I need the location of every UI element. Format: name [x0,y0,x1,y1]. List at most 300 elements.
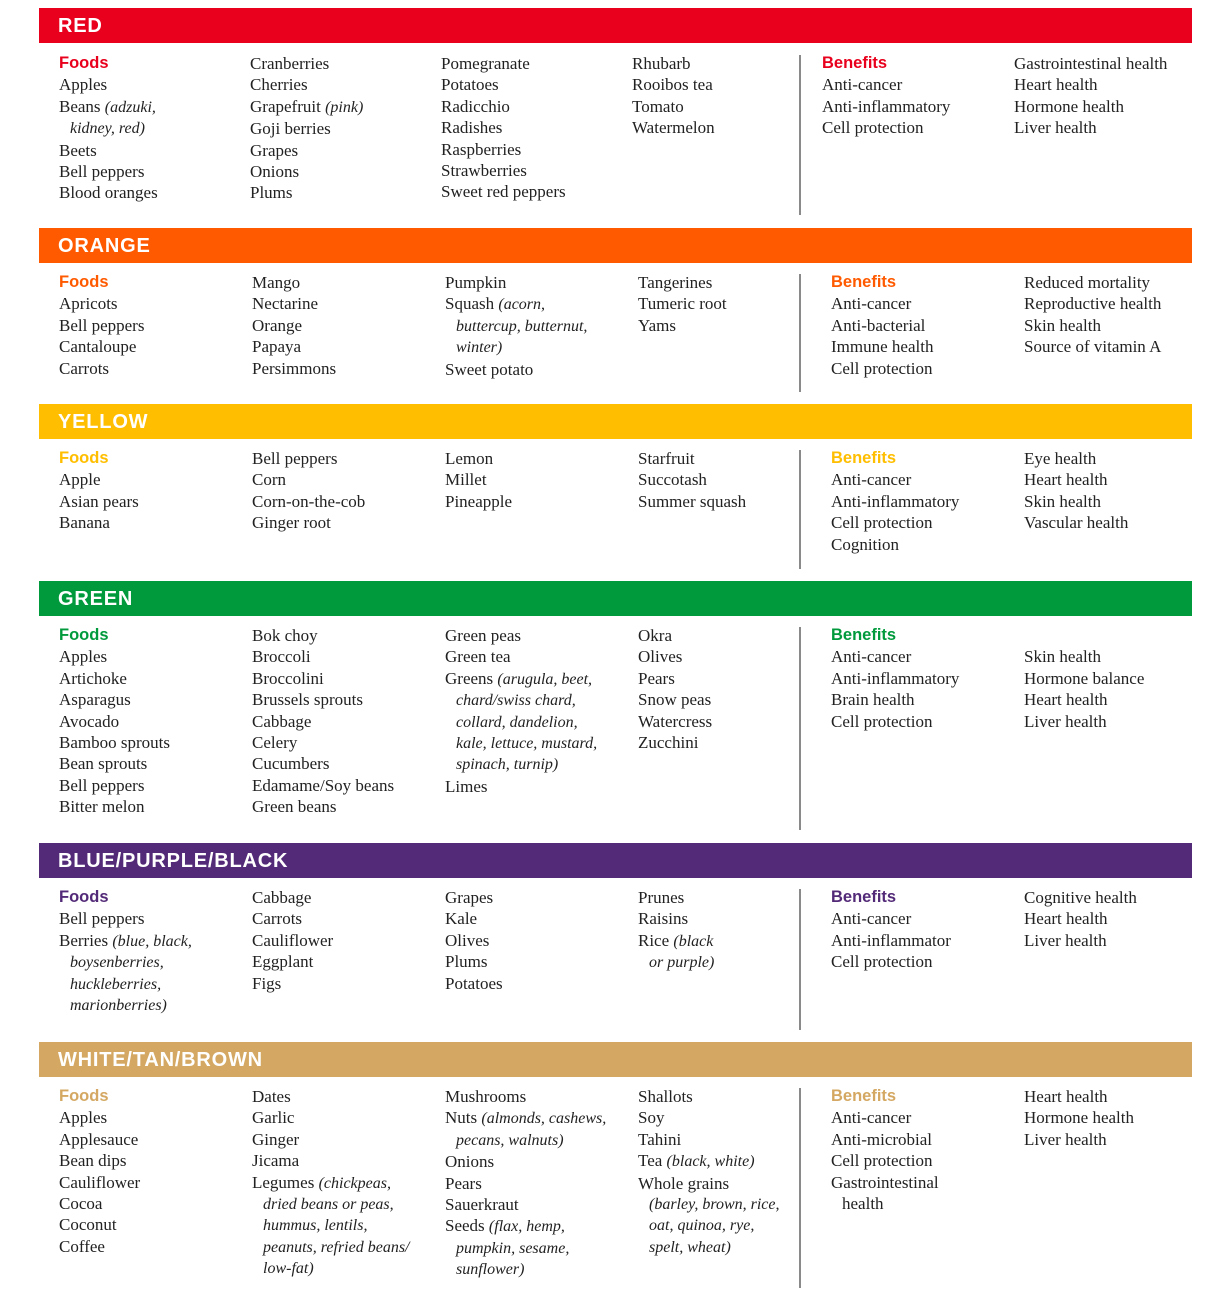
list-item [59,1150,140,1171]
list-item [1024,315,1161,336]
item-name: Cauliflower [59,1172,141,1192]
item-name: Olives [445,930,490,950]
list-item [59,74,158,95]
item-name: Carrots [59,358,110,378]
list-item [252,887,333,908]
item-name: Seeds [445,1216,489,1236]
list-item [252,448,365,469]
item-note-continued: buttercup, butternut, [456,317,588,335]
section-title: WHITE/TAN/BROWN [39,1042,1192,1077]
item-name: Jicama [252,1151,300,1171]
list-item [632,117,715,138]
list-item [252,469,365,490]
item-name: Anti-cancer [831,294,912,314]
item-name: Anti-cancer [831,647,912,667]
item-name: Rooibos tea [632,75,713,95]
list-item [441,53,566,74]
item-name: Raisins [638,909,689,929]
item-name: Sweet potato [445,359,534,379]
item-name: Bell peppers [59,162,145,182]
list-item [59,512,139,533]
list-item [59,1107,140,1128]
item-note-continued: dried beans or peas, [263,1196,394,1214]
item-name: Soy [638,1108,665,1128]
list-item [59,908,192,929]
item-name: Beets [59,140,97,160]
list-item [252,491,365,512]
list-item [59,358,144,379]
item-note-continued: (barley, brown, rice, [649,1196,780,1214]
foods-column [638,625,712,753]
list-item [252,668,394,689]
item-name: Bamboo sprouts [59,733,170,753]
item-name: Cucumbers [252,754,330,774]
item-name: Reduced mortality [1024,273,1151,292]
item-note: (adzuki, [104,98,156,116]
list-item [822,74,950,95]
foods-heading: Foods [59,54,109,72]
item-name: Goji berries [250,119,331,139]
item-name: Pears [445,1173,482,1193]
list-item [831,908,951,929]
item-name: Zucchini [638,733,699,753]
item-name: Cocoa [59,1194,103,1214]
list-item [638,272,727,293]
list-item [1024,336,1161,357]
section-title: ORANGE [39,228,1192,263]
item-name: Tumeric root [638,294,727,314]
benefits-heading: Benefits [831,1087,897,1105]
item-note-continued: chard/swiss chard, [456,692,576,710]
benefits-column [1024,887,1137,951]
item-name: Cabbage [252,888,312,907]
item-name: Bell peppers [59,909,145,929]
item-name: Pumpkin [445,273,507,292]
list-item [1024,711,1144,732]
item-note: (pink) [325,98,364,116]
item-note-continued: pecans, walnuts) [456,1131,564,1149]
foods-column [59,53,158,204]
item-name: Bean sprouts [59,754,148,774]
benefits-column [1024,1086,1134,1150]
foods-column [59,448,139,534]
list-item [1024,908,1137,929]
list-item [445,1151,606,1172]
item-name: Avocado [59,711,120,731]
list-item [831,951,951,972]
list-item [252,1172,410,1194]
item-note-continued: spelt, wheat) [649,1238,731,1256]
item-name: Succotash [638,470,707,490]
item-name: Grapes [445,888,494,907]
list-item [59,293,144,314]
foods-heading: Foods [59,626,109,644]
item-note-continued: marionberries) [70,997,167,1015]
foods-column [445,1086,606,1281]
list-item [632,53,715,74]
benefits-heading: Benefits [831,888,897,906]
item-name: Bell peppers [59,775,145,795]
list-item [252,646,394,667]
item-name: Sweet red peppers [441,182,566,202]
list-item [638,887,714,908]
item-name: Reproductive health [1024,294,1162,314]
item-name: Carrots [252,909,303,929]
list-item [1024,930,1137,951]
item-name: Cognitive health [1024,888,1137,907]
list-item [445,1086,606,1107]
item-name: Corn [252,470,286,490]
item-name: Pomegranate [441,54,530,73]
list-item [445,448,512,469]
item-name: Apricots [59,294,118,314]
foods-column [638,448,746,512]
list-item [445,646,597,667]
item-name: Tangerines [638,273,713,292]
item-name: Bean dips [59,1151,127,1171]
list-item [831,512,959,533]
item-name: Hormone health [1014,96,1124,116]
list-item [59,689,170,710]
item-note: (black [673,932,714,950]
item-name: Heart health [1024,909,1108,929]
list-item [638,930,714,952]
list-item [252,732,394,753]
foods-column [59,887,192,1016]
foods-column [252,448,365,534]
item-name: Heart health [1024,690,1108,710]
item-name: Vascular health [1024,513,1129,533]
item-name: Squash [445,294,499,314]
foods-column [250,53,363,204]
list-item [441,181,566,202]
item-name: Anti-cancer [831,1108,912,1128]
item-note-continued: oat, quinoa, rye, [649,1217,755,1235]
list-item [1024,1107,1134,1128]
item-name: Liver health [1024,930,1107,950]
item-name: Orange [252,315,303,335]
list-item [250,53,363,74]
item-note-continued: spinach, turnip) [456,756,559,774]
item-name: Radicchio [441,96,510,116]
list-item [638,908,714,929]
list-item [638,732,712,753]
item-note-continued: low-fat) [263,1260,314,1278]
column-divider [799,274,801,392]
foods-heading: Foods [59,273,109,291]
item-name: Garlic [252,1108,295,1128]
list-item [59,1193,140,1214]
list-item [1024,646,1144,667]
item-name: Pears [638,668,675,688]
benefits-heading: Benefits [831,626,897,644]
item-name: Mushrooms [445,1087,527,1106]
list-item [252,1150,410,1171]
item-note-continued: hummus, lentils, [263,1217,368,1235]
list-item [441,139,566,160]
item-name: Edamame/Soy beans [252,775,395,795]
list-item [59,711,170,732]
foods-heading: Foods [59,449,109,467]
item-name: Cell protection [831,358,933,378]
list-item [250,140,363,161]
list-item [638,293,727,314]
item-name: Okra [638,626,672,645]
item-continued: health [842,1194,884,1214]
item-note-continued: kale, lettuce, mustard, [456,735,598,753]
item-name: Anti-microbial [831,1129,933,1149]
item-name: Cell protection [822,118,924,138]
benefits-column [831,272,933,379]
list-item [638,315,727,336]
list-item [59,140,158,161]
list-item [632,74,715,95]
benefits-column [831,887,951,973]
item-name: Beans [59,96,105,116]
list-item [445,469,512,490]
section-title: GREEN [39,581,1192,616]
list-item [252,293,336,314]
list-item [1014,117,1167,138]
item-name: Onions [445,1152,495,1172]
item-name: Strawberries [441,161,527,181]
benefits-column [1024,646,1144,732]
item-name: Hormone health [1024,1108,1134,1128]
list-item [59,732,170,753]
item-name: Summer squash [638,491,747,511]
list-item [252,753,394,774]
list-item [1014,96,1167,117]
item-name: Apple [59,470,101,490]
item-note-continued: sunflower) [456,1261,525,1279]
item-name: Anti-inflammatory [831,491,960,511]
item-name: Eggplant [252,952,314,972]
column-divider [799,450,801,569]
list-item [59,753,170,774]
list-item [1024,512,1128,533]
column-divider [799,55,801,215]
item-name: Tea [638,1151,667,1171]
item-name: Yams [638,315,676,335]
item-name: Cherries [250,75,308,95]
item-name: Bell peppers [252,449,338,468]
item-name: Ginger root [252,513,331,533]
item-name: Grapefruit [250,96,326,116]
item-name: Starfruit [638,449,695,468]
item-name: Liver health [1024,1129,1107,1149]
list-item [441,96,566,117]
item-name: Cell protection [831,711,933,731]
list-item [252,1107,410,1128]
item-name: Hormone balance [1024,668,1145,688]
list-item [638,1107,780,1128]
item-name: Liver health [1024,711,1107,731]
benefits-column [1024,448,1128,534]
item-note: (black, white) [666,1153,755,1171]
benefits-column [1014,53,1167,139]
list-item [252,315,336,336]
item-name: Gastrointestinal [831,1172,939,1192]
item-note-continued: kidney, red) [70,120,145,138]
item-name: Ginger [252,1129,300,1149]
foods-column [441,53,566,203]
list-item [831,358,933,379]
item-name: Coconut [59,1215,117,1235]
list-item [445,1107,606,1129]
foods-column [638,887,714,974]
foods-column [252,887,333,994]
item-name: Olives [638,647,683,667]
list-item [445,359,587,380]
item-name: Nuts [445,1108,482,1128]
list-item [638,1150,780,1172]
column-divider [799,1088,801,1288]
item-name: Cell protection [831,513,933,533]
benefits-column [831,1086,939,1214]
item-name: Gastrointestinal health [1014,54,1168,73]
foods-column [632,53,715,139]
list-item [831,930,951,951]
list-item [252,512,365,533]
list-item [831,469,959,490]
item-note: (blue, black, [112,932,192,950]
item-name: Onions [250,162,300,182]
list-item [250,96,363,118]
item-name: Skin health [1024,491,1101,511]
item-note: (flax, hemp, [488,1218,565,1236]
list-item [638,1173,780,1194]
list-item [441,74,566,95]
item-name: Cauliflower [252,930,334,950]
list-item [252,358,336,379]
list-item [445,908,503,929]
list-item [445,887,503,908]
list-item [1024,668,1144,689]
list-item [252,908,333,929]
list-item [831,689,959,710]
list-item [831,293,933,314]
item-name: Shallots [638,1087,693,1106]
list-item [59,1172,140,1193]
list-item [1024,1129,1134,1150]
item-name: Asian pears [59,491,139,511]
list-item [59,491,139,512]
foods-heading: Foods [59,888,109,906]
section-title: RED [39,8,1192,43]
item-name: Rhubarb [632,54,691,73]
foods-column [445,272,587,380]
list-item [59,1214,140,1235]
item-name: Potatoes [441,75,499,95]
item-name: Figs [252,973,282,993]
list-item [59,1236,140,1257]
list-item [59,775,170,796]
item-name: Green beans [252,797,337,817]
item-note-continued: collard, dandelion, [456,713,578,731]
benefits-heading: Benefits [822,54,888,72]
item-name: Tomato [632,96,684,116]
item-name: Green peas [445,626,521,645]
item-name: Watermelon [632,118,715,138]
item-name: Potatoes [445,973,503,993]
foods-column [59,272,144,379]
list-item [441,117,566,138]
benefits-column [822,53,950,139]
list-item [638,491,746,512]
list-item [252,1129,410,1150]
list-item [831,315,933,336]
list-item [445,973,503,994]
item-name: Apples [59,75,108,95]
list-item [59,315,144,336]
list-item [252,272,336,293]
item-name: Artichoke [59,668,127,688]
item-name: Anti-inflammator [831,930,951,950]
list-item [1024,689,1144,710]
list-item [831,711,959,732]
item-name: Heart health [1014,75,1098,95]
item-name: Bitter melon [59,797,145,817]
foods-column [445,448,512,512]
item-name: Dates [252,1087,291,1106]
list-item [59,668,170,689]
list-item [638,711,712,732]
list-item [445,1194,606,1215]
list-item [831,1107,939,1128]
item-name: Bok choy [252,626,318,645]
item-name: Brain health [831,690,915,710]
benefits-column [831,448,959,555]
list-item [250,182,363,203]
list-item [252,951,333,972]
item-note-continued: boysenberries, [70,954,164,972]
list-item [1014,74,1167,95]
item-name: Cognition [831,534,900,554]
item-name: Anti-cancer [831,909,912,929]
item-name: Liver health [1014,118,1097,138]
list-item [252,711,394,732]
benefits-heading: Benefits [831,449,897,467]
item-name: Eye health [1024,449,1097,468]
item-note: (almonds, cashews, [481,1110,607,1128]
item-name: Cell protection [831,1151,933,1171]
item-name: Millet [445,470,487,490]
list-item [445,930,503,951]
item-name: Apples [59,1108,108,1128]
list-item [822,117,950,138]
item-name: Coffee [59,1236,105,1256]
item-name: Corn-on-the-cob [252,491,366,511]
item-note-continued: or purple) [649,954,715,972]
item-name: Legumes [252,1172,319,1192]
list-item [445,951,503,972]
foods-column [638,1086,780,1258]
section-title: YELLOW [39,404,1192,439]
list-item [1024,491,1128,512]
item-name: Cranberries [250,54,330,73]
item-name: Mango [252,273,301,292]
list-item [831,1129,939,1150]
list-item [638,469,746,490]
list-item [831,336,933,357]
foods-column [252,625,394,818]
list-item [250,118,363,139]
foods-column [252,272,336,379]
list-item [59,1129,140,1150]
list-item [445,776,597,797]
list-item [252,973,333,994]
item-name: Apples [59,647,108,667]
